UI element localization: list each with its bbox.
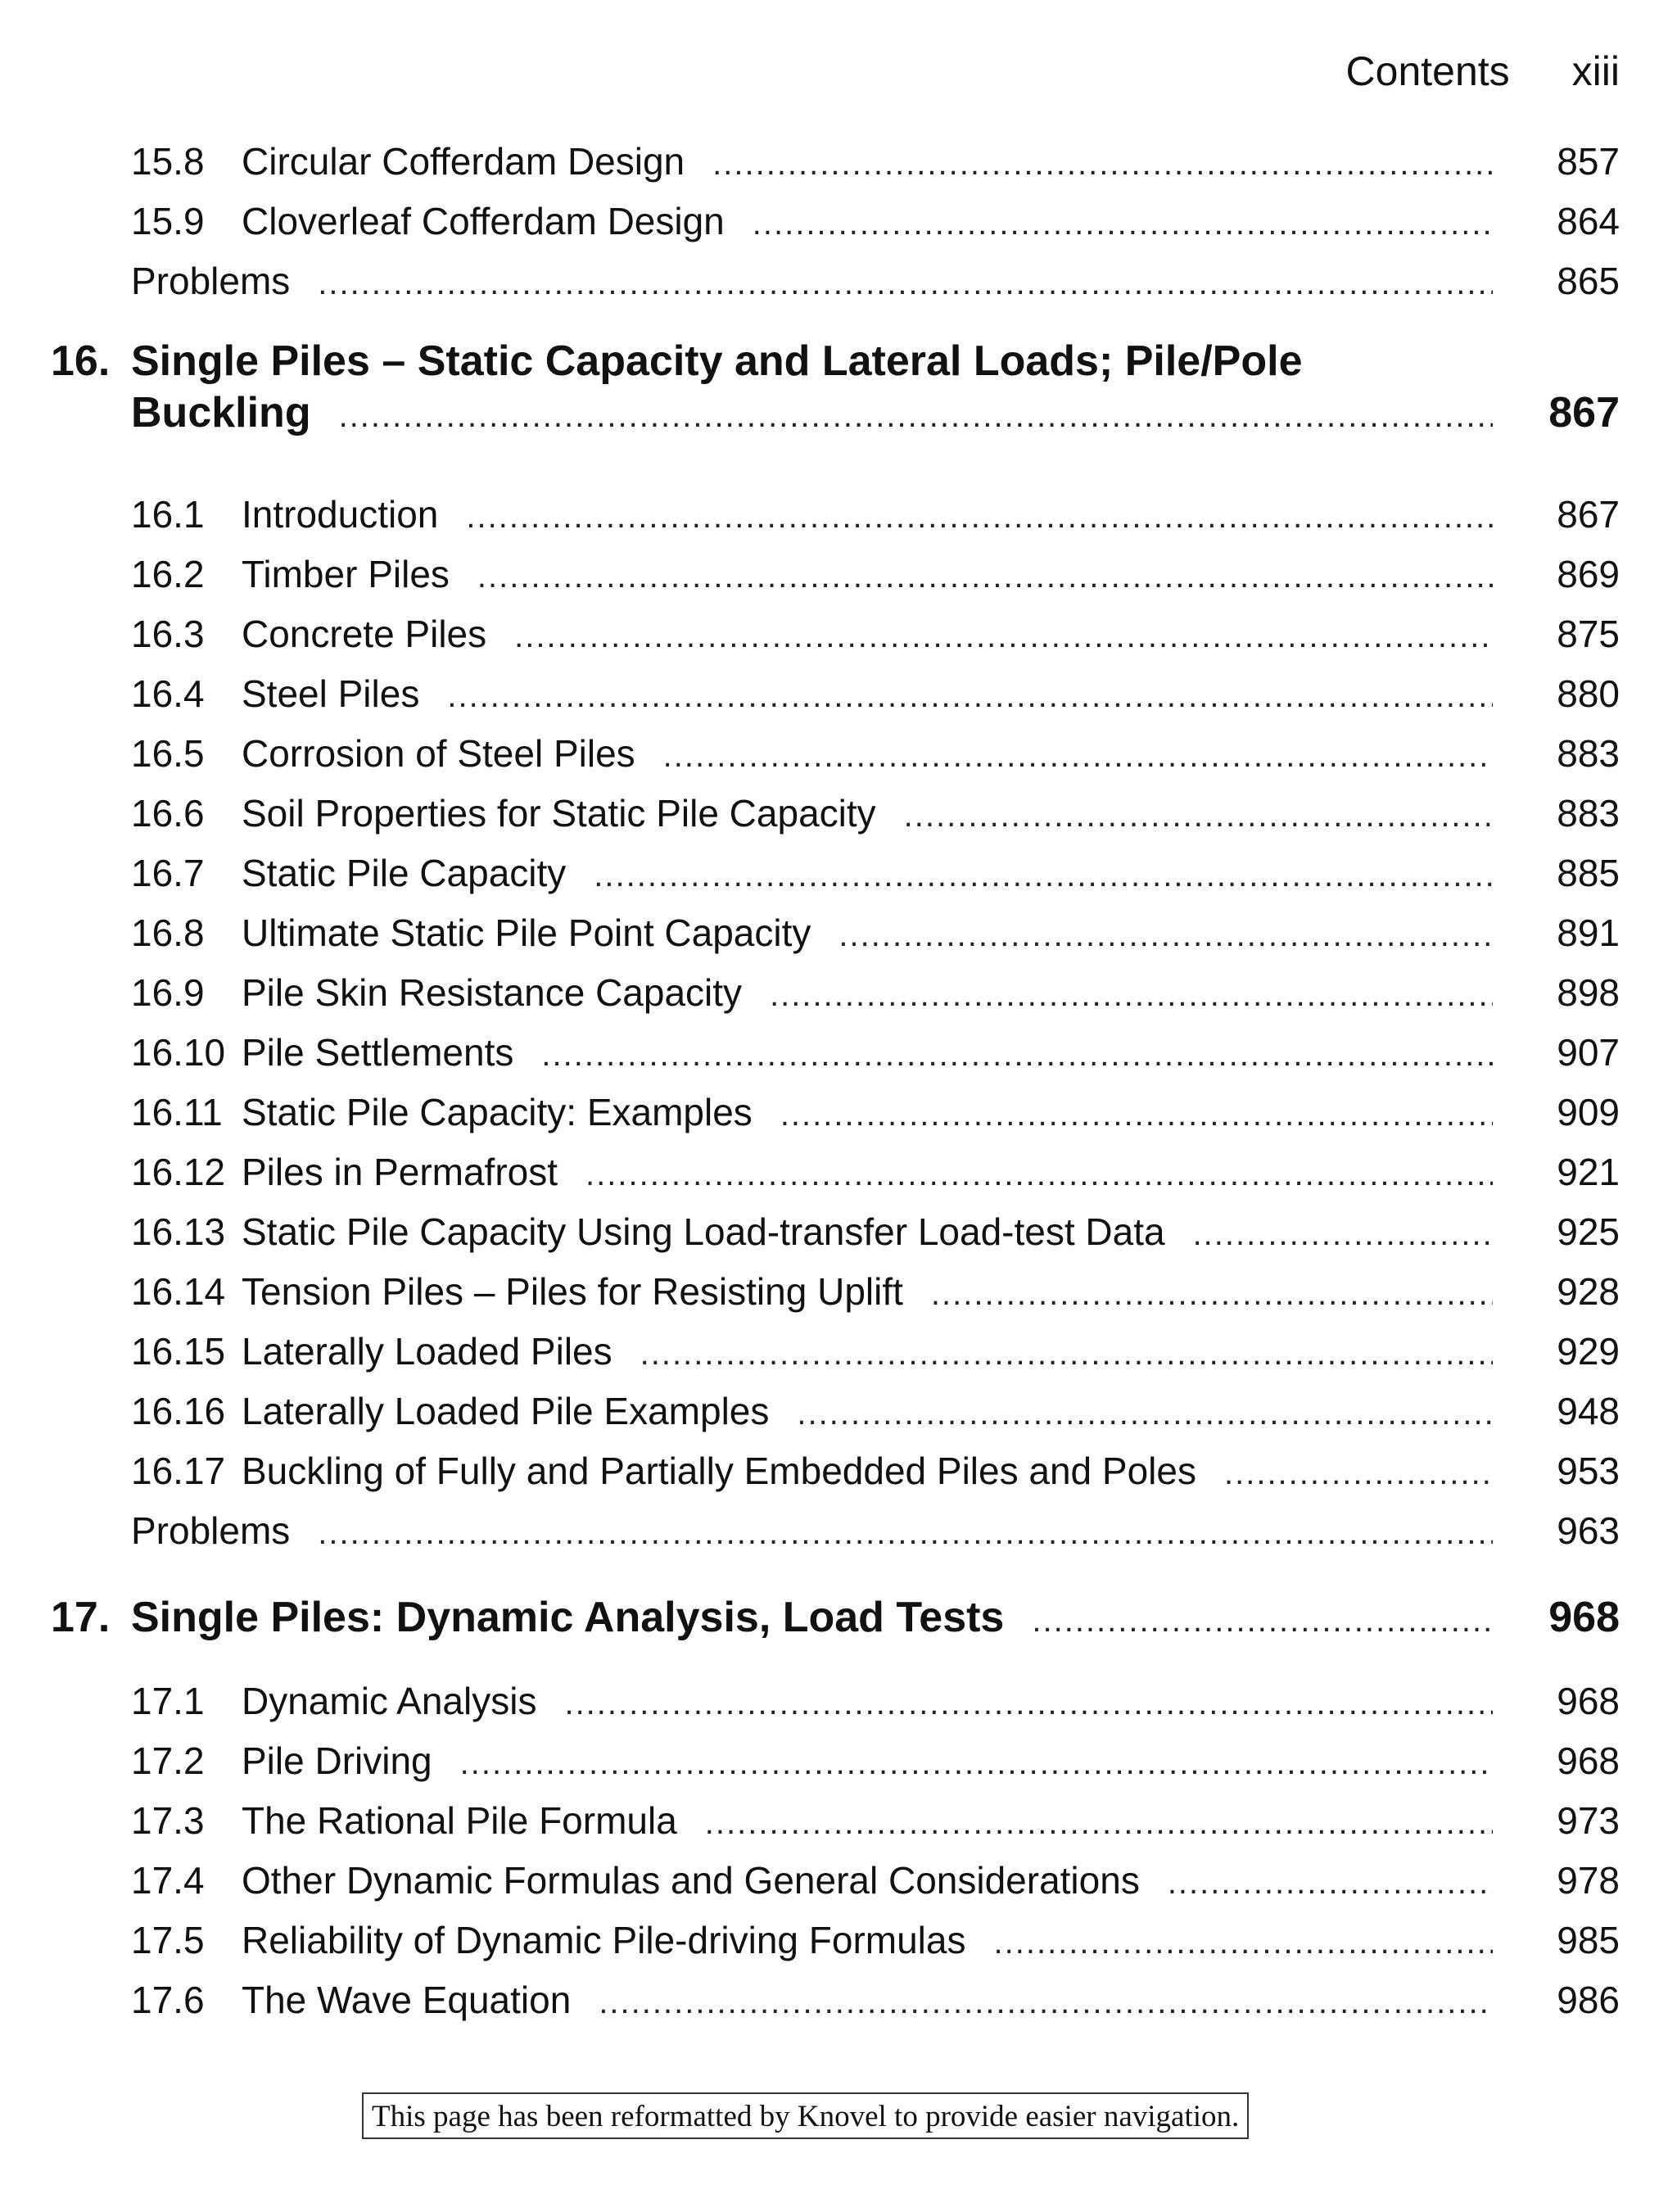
toc-entry-16-17[interactable]	[0, 1441, 1677, 1500]
toc-entry-15-9[interactable]	[0, 191, 1677, 251]
dot-leader	[705, 1805, 1493, 1842]
section-title: Soil Properties for Static Pile Capacity	[242, 792, 876, 835]
section-title: Problems	[131, 1509, 291, 1552]
section-number: 16.11	[131, 1091, 223, 1133]
dot-leader	[640, 1336, 1493, 1373]
dot-leader	[541, 1037, 1493, 1074]
section-title: Static Pile Capacity	[242, 852, 567, 894]
toc-entry-16-5[interactable]	[0, 723, 1677, 783]
toc-entry-16-15[interactable]	[0, 1321, 1677, 1381]
chapter-number: 17.	[51, 1594, 111, 1641]
section-number: 15.8	[131, 140, 205, 183]
section-title: Problems	[131, 260, 291, 302]
dot-leader	[780, 1097, 1493, 1133]
toc-entry-16-11[interactable]	[0, 1082, 1677, 1142]
table-of-contents	[0, 131, 1677, 2029]
page-number: 909	[1557, 1091, 1620, 1133]
toc-entry-16-2[interactable]	[0, 544, 1677, 604]
section-number: 16.10	[131, 1031, 226, 1074]
section-title: Steel Piles	[242, 672, 420, 715]
dot-leader	[594, 857, 1493, 894]
section-number: 16.13	[131, 1210, 226, 1253]
section-title: Pile Settlements	[242, 1031, 514, 1074]
dot-leader	[1168, 1865, 1493, 1902]
toc-entry-16-problems[interactable]	[0, 1500, 1677, 1560]
section-number: 17.3	[131, 1799, 205, 1842]
dot-leader	[753, 206, 1493, 242]
toc-entry-17-1[interactable]	[0, 1671, 1677, 1730]
page-number: 864	[1557, 200, 1620, 242]
dot-leader	[1032, 1603, 1493, 1640]
section-title: Pile Skin Resistance Capacity	[242, 971, 743, 1014]
chapter-title-line2: Buckling	[131, 389, 311, 437]
toc-entry-17-5[interactable]	[0, 1910, 1677, 1970]
dot-leader	[599, 1984, 1493, 2021]
toc-entry-16-6[interactable]	[0, 783, 1677, 843]
section-number: 16.9	[131, 971, 205, 1014]
page-number: 963	[1557, 1509, 1620, 1552]
page-number: 880	[1557, 672, 1620, 715]
dot-leader	[339, 398, 1493, 435]
page-number: 925	[1557, 1210, 1620, 1253]
section-title: The Rational Pile Formula	[242, 1799, 677, 1842]
header-title: Contents	[1345, 48, 1510, 94]
page-number: 865	[1557, 260, 1620, 302]
chapter-number: 16.	[51, 337, 111, 385]
page-number: 986	[1557, 1979, 1620, 2021]
toc-entry-16-14[interactable]	[0, 1261, 1677, 1321]
section-number: 17.2	[131, 1739, 205, 1782]
section-number: 16.12	[131, 1151, 226, 1193]
chapter-16-sections	[0, 484, 1677, 1560]
dot-leader	[663, 738, 1493, 775]
chapter-title: Single Piles: Dynamic Analysis, Load Tests	[131, 1594, 1005, 1641]
section-title: Other Dynamic Formulas and General Considerations	[242, 1859, 1140, 1902]
toc-entry-16-10[interactable]	[0, 1022, 1677, 1082]
section-number: 17.6	[131, 1979, 205, 2021]
section-title: Cloverleaf Cofferdam Design	[242, 200, 725, 242]
dot-leader	[994, 1925, 1494, 1961]
page-number: 857	[1557, 140, 1620, 183]
dot-leader	[477, 559, 1493, 595]
section-title: Piles in Permafrost	[242, 1151, 558, 1193]
section-title: Dynamic Analysis	[242, 1680, 537, 1722]
chapter-17-heading[interactable]	[0, 1593, 1677, 1671]
toc-entry-17-3[interactable]	[0, 1790, 1677, 1850]
section-title: Static Pile Capacity Using Load-transfer Load-test Data	[242, 1210, 1165, 1253]
toc-entry-16-12[interactable]	[0, 1142, 1677, 1201]
toc-entry-16-1[interactable]	[0, 484, 1677, 544]
section-number: 16.1	[131, 493, 205, 536]
section-title: Timber Piles	[242, 553, 450, 595]
running-header	[1346, 47, 1620, 95]
dot-leader	[514, 618, 1493, 655]
toc-entry-15-problems[interactable]	[0, 251, 1677, 310]
dot-leader	[447, 678, 1493, 715]
page-number: 883	[1557, 792, 1620, 835]
chapter-17-sections	[0, 1671, 1677, 2029]
toc-entry-17-4[interactable]	[0, 1850, 1677, 1910]
section-number: 17.5	[131, 1919, 205, 1961]
section-number: 17.4	[131, 1859, 205, 1902]
section-title: Tension Piles – Piles for Resisting Uplift	[242, 1270, 903, 1313]
chapter-16-heading[interactable]	[0, 337, 1677, 484]
dot-leader	[838, 917, 1493, 954]
section-title: Corrosion of Steel Piles	[242, 732, 635, 775]
dot-leader	[466, 499, 1493, 536]
section-title: Laterally Loaded Pile Examples	[242, 1390, 770, 1432]
toc-entry-16-16[interactable]	[0, 1381, 1677, 1441]
page-number: 921	[1557, 1151, 1620, 1193]
header-page-number: xiii	[1571, 48, 1620, 94]
section-number: 16.17	[131, 1450, 226, 1492]
dot-leader	[712, 146, 1493, 183]
section-title: Circular Cofferdam Design	[242, 140, 685, 183]
page-number: 891	[1557, 911, 1620, 954]
section-number: 16.2	[131, 553, 205, 595]
dot-leader	[318, 265, 1493, 302]
dot-leader	[770, 977, 1493, 1014]
section-number: 16.3	[131, 613, 205, 655]
page-number: 883	[1557, 732, 1620, 775]
toc-entry-17-2[interactable]	[0, 1730, 1677, 1790]
page-number: 968	[1557, 1680, 1620, 1722]
section-title: Reliability of Dynamic Pile-driving Formulas	[242, 1919, 966, 1961]
page-number: 948	[1557, 1390, 1620, 1432]
section-number: 16.7	[131, 852, 205, 894]
dot-leader	[460, 1745, 1493, 1782]
section-title: Ultimate Static Pile Point Capacity	[242, 911, 811, 954]
dot-leader	[1224, 1455, 1493, 1492]
section-number: 15.9	[131, 200, 205, 242]
section-title: Static Pile Capacity: Examples	[242, 1091, 753, 1133]
section-title: Laterally Loaded Piles	[242, 1330, 612, 1373]
page-number: 907	[1557, 1031, 1620, 1074]
section-number: 16.8	[131, 911, 205, 954]
page-number: 953	[1557, 1450, 1620, 1492]
section-number: 16.6	[131, 792, 205, 835]
page-number: 875	[1557, 613, 1620, 655]
page-number: 929	[1557, 1330, 1620, 1373]
dot-leader	[931, 1276, 1493, 1313]
page-number: 978	[1557, 1859, 1620, 1902]
chapter-page-number: 968	[1548, 1594, 1620, 1641]
section-number: 16.5	[131, 732, 205, 775]
toc-entry-16-7[interactable]	[0, 843, 1677, 902]
knovel-footer-note: This page has been reformatted by Knovel to provide easier navigation.	[362, 2092, 1249, 2139]
section-number: 17.1	[131, 1680, 205, 1722]
page-number: 928	[1557, 1270, 1620, 1313]
section-title: Concrete Piles	[242, 613, 487, 655]
chapter-title-line1: Single Piles – Static Capacity and Lateral Loads; Pile/Pole	[131, 337, 1303, 385]
dot-leader	[564, 1685, 1493, 1722]
section-title: The Wave Equation	[242, 1979, 572, 2021]
toc-entry-16-9[interactable]	[0, 962, 1677, 1022]
toc-entry-17-6[interactable]	[0, 1970, 1677, 2029]
section-number: 16.16	[131, 1390, 226, 1432]
toc-entry-16-4[interactable]	[0, 663, 1677, 723]
toc-entry-16-3[interactable]	[0, 604, 1677, 663]
page-number: 898	[1557, 971, 1620, 1014]
toc-entry-16-13[interactable]	[0, 1201, 1677, 1261]
page-number: 885	[1557, 852, 1620, 894]
page-number: 869	[1557, 553, 1620, 595]
toc-entry-15-8[interactable]	[0, 131, 1677, 191]
dot-leader	[904, 798, 1493, 835]
dot-leader	[797, 1396, 1493, 1432]
page-number: 973	[1557, 1799, 1620, 1842]
page-number: 968	[1557, 1739, 1620, 1782]
section-number: 16.4	[131, 672, 205, 715]
toc-entry-16-8[interactable]	[0, 902, 1677, 962]
chapter-page-number: 867	[1548, 389, 1620, 437]
dot-leader	[1193, 1216, 1493, 1253]
page-number: 985	[1557, 1919, 1620, 1961]
section-title: Buckling of Fully and Partially Embedded Piles and Poles	[242, 1450, 1196, 1492]
dot-leader	[318, 1515, 1493, 1552]
section-title: Pile Driving	[242, 1739, 432, 1782]
page-number: 867	[1557, 493, 1620, 536]
section-title: Introduction	[242, 493, 439, 536]
section-number: 16.15	[131, 1330, 226, 1373]
section-number: 16.14	[131, 1270, 226, 1313]
dot-leader	[585, 1156, 1493, 1193]
